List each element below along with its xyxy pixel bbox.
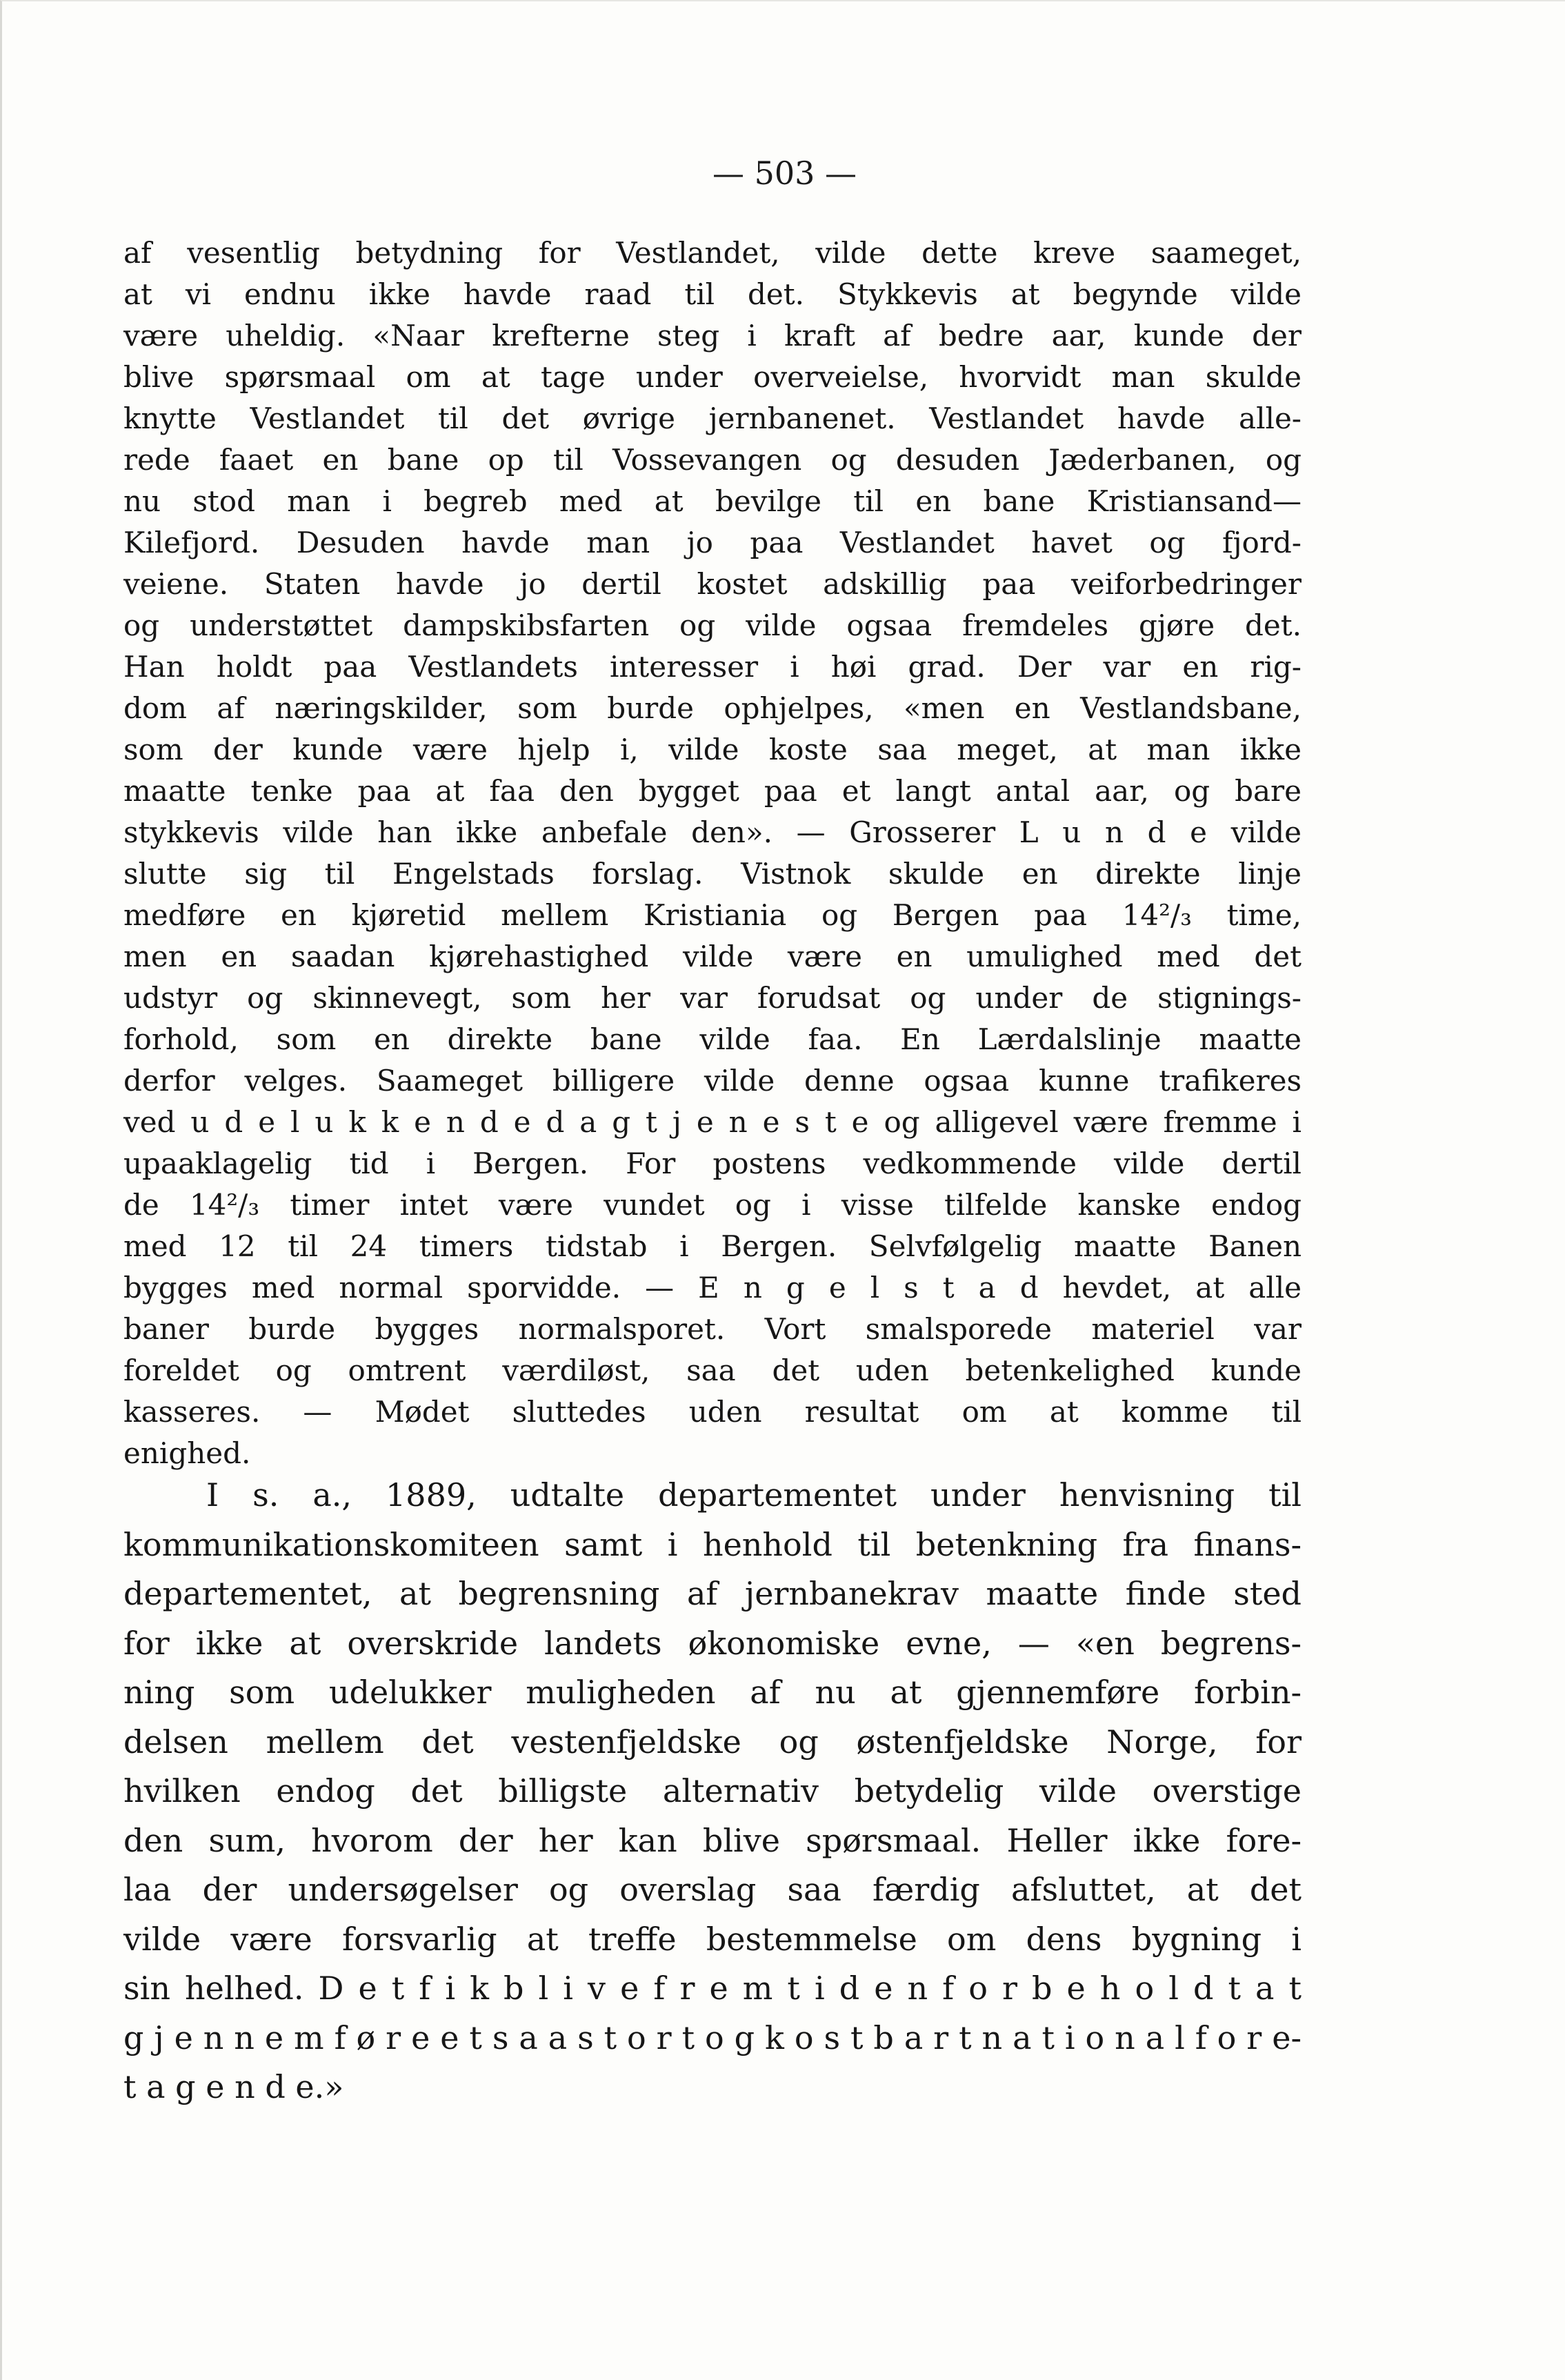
text-line: veiene. Staten havde jo dertil kostet adskillig paa veiforbedringer xyxy=(123,567,1302,601)
paragraph-2 xyxy=(123,1471,1302,2112)
text-line: enighed. xyxy=(123,1436,251,1470)
text-line: medføre en kjøretid mellem Kristiania og Bergen paa 14²/₃ time, xyxy=(123,898,1302,932)
text-line: Han holdt paa Vestlandets interesser i høi grad. Der var en rig- xyxy=(123,650,1302,684)
text-line: departementet, at begrensning af jernbanekrav maatte finde sted xyxy=(123,1575,1302,1612)
text-line: blive spørsmaal om at tage under overveielse, hvorvidt man skulde xyxy=(123,360,1302,394)
text-line: forhold, som en direkte bane vilde faa. En Lærdalslinje maatte xyxy=(123,1022,1302,1056)
text-line: og understøttet dampskibsfarten og vilde ogsaa fremdeles gjøre det. xyxy=(123,608,1302,642)
text-line: dom af næringskilder, som burde ophjelpes, «men en Vestlandsbane, xyxy=(123,691,1302,725)
text-line: upaaklagelig tid i Bergen. For postens vedkommende vilde dertil xyxy=(123,1147,1302,1180)
text-line: laa der undersøgelser og overslag saa færdig afsluttet, at det xyxy=(123,1871,1302,1908)
text-line: den sum, hvorom der her kan blive spørsmaal. Heller ikke fore- xyxy=(123,1821,1302,1859)
text-line: bygges med normal sporvidde. — E n g e l s t a d hevdet, at alle xyxy=(123,1271,1302,1305)
text-line: foreldet og omtrent værdiløst, saa det uden betenkelighed kunde xyxy=(123,1353,1302,1387)
text-line: rede faaet en bane op til Vossevangen og desuden Jæderbanen, og xyxy=(123,443,1302,477)
text-line: hvilken endog det billigste alternativ betydelig vilde overstige xyxy=(123,1772,1302,1809)
text-line: stykkevis vilde han ikke anbefale den». — Grosserer L u n d e vilde xyxy=(123,815,1302,849)
text-line: g j e n n e m f ø r e e t s a a s t o r t o g k o s t b a r t n a t i o n a l f o r e- xyxy=(123,2019,1302,2056)
text-line: udstyr og skinnevegt, som her var forudsat og under de stignings- xyxy=(123,981,1302,1015)
text-line: være uheldig. «Naar krefterne steg i kraft af bedre aar, kunde der xyxy=(123,319,1302,353)
text-line: kommunikationskomiteen samt i henhold til betenkning fra finans- xyxy=(123,1525,1302,1563)
text-line: nu stod man i begreb med at bevilge til en bane Kristiansand— xyxy=(123,484,1302,518)
text-line: men en saadan kjørehastighed vilde være en umulighed med det xyxy=(123,940,1302,973)
text-line: I s. a., 1889, udtalte departementet under henvisning til xyxy=(206,1476,1302,1514)
text-line: de 14²/₃ timer intet være vundet og i visse tilfelde kanske endog xyxy=(123,1188,1302,1222)
page-number: — 503 — xyxy=(712,155,857,192)
text-line: kasseres. — Mødet sluttedes uden resultat om at komme til xyxy=(123,1395,1302,1429)
text-line: maatte tenke paa at faa den bygget paa et langt antal aar, og bare xyxy=(123,774,1302,808)
text-line: slutte sig til Engelstads forslag. Vistnok skulde en direkte linje xyxy=(123,857,1302,891)
text-line: knytte Vestlandet til det øvrige jernbanenet. Vestlandet havde alle- xyxy=(123,401,1302,435)
text-line: derfor velges. Saameget billigere vilde denne ogsaa kunne trafikeres xyxy=(123,1064,1302,1098)
text-line: t a g e n d e.» xyxy=(123,2068,344,2105)
text-line: at vi endnu ikke havde raad til det. Stykkevis at begynde vilde xyxy=(123,277,1302,311)
text-line: delsen mellem det vestenfjeldske og østenfjeldske Norge, for xyxy=(123,1723,1302,1761)
text-line: af vesentlig betydning for Vestlandet, vilde dette kreve saameget, xyxy=(123,236,1302,270)
text-line: baner burde bygges normalsporet. Vort smalsporede materiel var xyxy=(123,1312,1302,1346)
text-line: som der kunde være hjelp i, vilde koste saa meget, at man ikke xyxy=(123,733,1302,766)
text-line: med 12 til 24 timers tidstab i Bergen. Selvfølgelig maatte Banen xyxy=(123,1229,1302,1263)
text-line: vilde være forsvarlig at treffe bestemmelse om dens bygning i xyxy=(123,1920,1302,1958)
text-line: for ikke at overskride landets økonomiske evne, — «en begrens- xyxy=(123,1624,1302,1662)
paragraph-1 xyxy=(123,232,1302,1474)
text-line: ning som udelukker muligheden af nu at gjennemføre forbin- xyxy=(123,1674,1302,1711)
text-line: ved u d e l u k k e n d e d a g t j e n e s t e og alligevel være fremme i xyxy=(123,1105,1302,1139)
text-line: Kilefjord. Desuden havde man jo paa Vestlandet havet og fjord- xyxy=(123,526,1302,559)
text-line: sin helhed. D e t f i k b l i v e f r e m t i d e n f o r b e h o l d t a t xyxy=(123,1970,1302,2007)
